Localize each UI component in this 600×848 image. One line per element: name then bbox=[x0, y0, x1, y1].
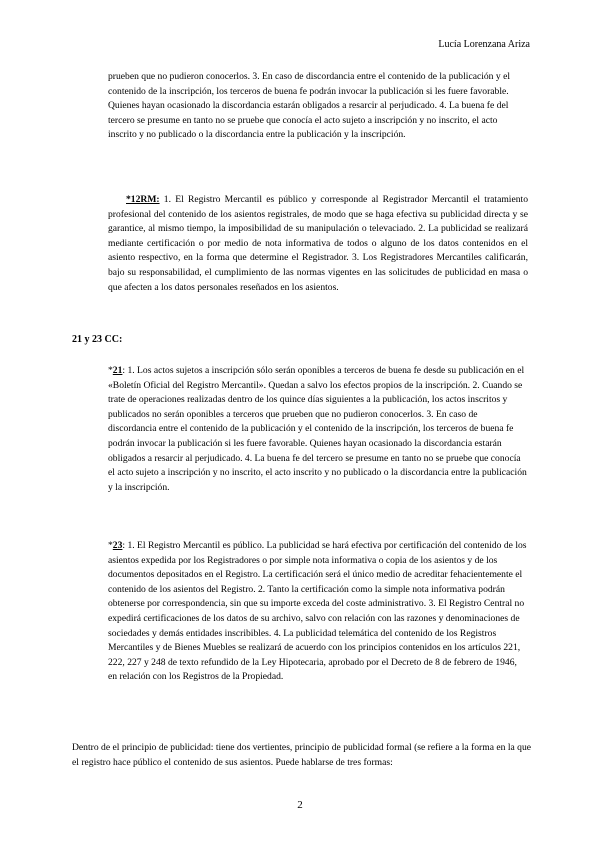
paragraph-publicidad: Dentro de el principio de publicidad: tiene dos vertientes, principio de publicidad formal (se refiere a la forma en la que el registro hace público el contenido de sus asientos. Puede hablarse de tres formas: bbox=[72, 742, 531, 768]
article-star-23: * bbox=[108, 540, 113, 551]
section-heading: 21 y 23 CC: bbox=[72, 334, 123, 345]
article-reference-23: 23 bbox=[112, 540, 123, 551]
article-reference-12rm: *12RM: bbox=[126, 194, 160, 205]
paragraph-article-23 bbox=[108, 539, 528, 685]
article-star-21: * bbox=[108, 365, 113, 376]
article-text-12rm: 1. El Registro Mercantil es público y corresponde al Registrador Mercantil el tratamiento profesional del contenido de los asientos registrales, de modo que se haga efectiva su publicidad directa y se garantice, al mismo tiempo, la imposibilidad de su manipulación o televaciado. 2. La publicidad se realizará mediante certificación o por medio de nota informativa de todos o alguno de los datos contenidos en el asiento respectivo, en la forma que determine el Registrador. 3. Los Registradores Mercantiles calificarán, bajo su responsabilidad, el cumplimiento de las normas vigentes en las solicitudes de publicidad en masa o que afecten a los datos personales reseñados en los asientos. bbox=[108, 194, 528, 293]
paragraph-article-12rm bbox=[108, 193, 528, 295]
page-header-author: Lucía Lorenzana Ariza bbox=[438, 39, 530, 50]
article-reference-21: 21 bbox=[112, 365, 123, 376]
paragraph-continuation: prueben que no pudieron conocerlos. 3. En caso de discordancia entre el contenido de la publicación y el contenido de la inscripción, los terceros de buena fe podrán invocar la publicación si les fuere favorable. Quienes hayan ocasionado la discordancia estarán obligados a resarcir al perjudicado. 4. La buena fe del tercero se presume en tanto no se pruebe que conocía el acto sujeto a inscripción y no inscrito, el acto inscrito y no publicado o la discordancia entre la publicación y la inscripción. bbox=[108, 71, 510, 141]
paragraph-article-21 bbox=[108, 364, 528, 495]
article-text-21: : 1. Los actos sujetos a inscripción sólo serán oponibles a terceros de buena fe desde su publicación en el «Boletín Oficial del Registro Mercantil». Quedan a salvo los efectos propios de la inscripción. 2. Cuando se trate de operaciones realizadas dentro de los quince días siguientes a la publicación, los actos inscritos y publicados no serán oponibles a terceros que prueben que no pudieron conocerlos. 3. En caso de discordancia entre el contenido de la publicación y el contenido de la inscripción, los terceros de buena fe podrán invocar la publicación si les fuere favorable. Quienes hayan ocasionado la discordancia estarán obligados a resarcir al perjudicado. 4. La buena fe del tercero se presume en tanto no se pruebe que conocía el acto sujeto a inscripción y no inscrito, el acto inscrito y no publicado o la discordancia entre la publicación y la inscripción. bbox=[108, 365, 527, 493]
article-text-23: : 1. El Registro Mercantil es público. La publicidad se hará efectiva por certificación del contenido de los asientos expedida por los Registradores o por simple nota informativa o copia de los asientos y de los documentos depositados en el Registro. La certificación será el único medio de acreditar fehacientemente el contenido de los asientos del Registro. 2. Tanto la certificación como la simple nota informativa podrán obtenerse por correspondencia, sin que su importe exceda del coste administrativo. 3. El Registro Central no expedirá certificaciones de los datos de su archivo, salvo con relación con las razones y denominaciones de sociedades y demás entidades inscribibles. 4. La publicidad telemática del contenido de los Registros Mercantiles y de Bienes Muebles se realizará de acuerdo con los principios contenidos en los artículos 221, 222, 227 y 248 de texto refundido de la Ley Hipotecaria, aprobado por el Decreto de 8 de febrero de 1946, en relación con los Registros de la Propiedad. bbox=[108, 540, 527, 683]
page-number: 2 bbox=[297, 799, 303, 811]
